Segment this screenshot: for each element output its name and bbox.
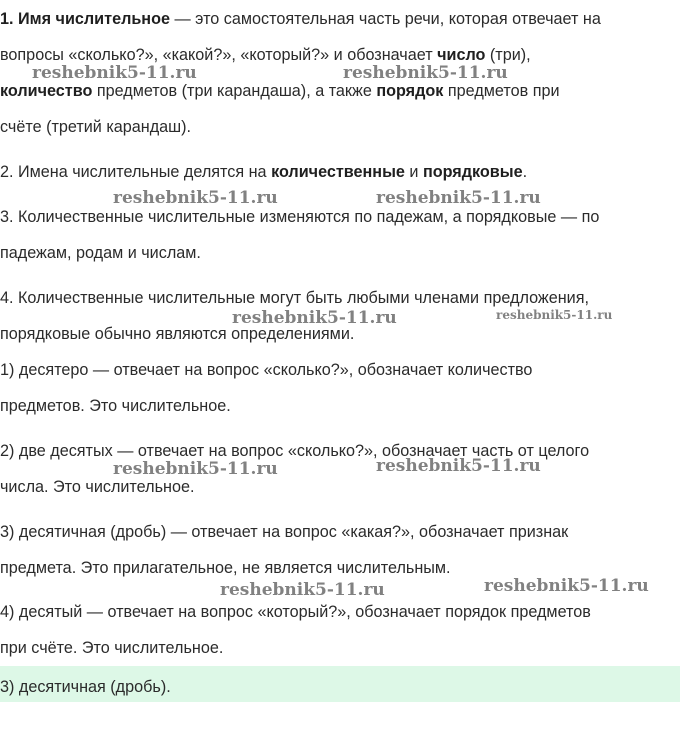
definition-text: предметов при (443, 82, 560, 100)
definition-line-2 (0, 45, 531, 65)
definition-term: Имя числительное (18, 10, 170, 28)
classification-term: количественные (271, 163, 405, 181)
definition-text: (три), (485, 46, 531, 64)
answer-text: 3) десятичная (дробь). (0, 678, 171, 696)
watermark: reshebnik5-11.ru (376, 188, 541, 208)
definition-number: 1. (0, 10, 18, 28)
definition-line-1 (0, 9, 601, 29)
option-1-line-1: 1) десятеро — отвечает на вопрос «сколько?», обозначает количество (0, 361, 533, 379)
option-2-line-1: 2) две десятых — отвечает на вопрос «сколько?», обозначает часть от целого (0, 442, 590, 460)
definition-text: — это самостоятельная часть речи, которая отвечает на (169, 10, 601, 28)
watermark: reshebnik5-11.ru (113, 188, 278, 208)
option-3-line-2: предмета. Это прилагательное, не является числительным. (0, 559, 451, 577)
definition-text: вопросы «сколько?», «какой?», «который?» и обозначает (0, 46, 438, 64)
syntax-line-2: порядковые обычно являются определениями. (0, 325, 355, 343)
option-3-line-1: 3) десятичная (дробь) — отвечает на вопрос «какая?», обозначает признак (0, 523, 569, 541)
watermark: reshebnik5-11.ru (376, 456, 541, 476)
classification-text: и (404, 163, 423, 181)
option-4-line-1: 4) десятый — отвечает на вопрос «который?», обозначает порядок предметов (0, 603, 591, 621)
declension-line-2: падежам, родам и числам. (0, 244, 201, 262)
definition-term: число (437, 46, 486, 64)
watermark: reshebnik5-11.ru (220, 580, 385, 600)
classification-line (0, 162, 527, 182)
syntax-line-1: 4. Количественные числительные могут быть любыми членами предложения, (0, 289, 589, 307)
definition-term: количество (0, 82, 93, 100)
watermark: reshebnik5-11.ru (113, 459, 278, 479)
watermark: reshebnik5-11.ru (32, 63, 197, 83)
definition-term: порядок (376, 82, 444, 100)
watermark: reshebnik5-11.ru (496, 308, 613, 322)
declension-line-1: 3. Количественные числительные изменяются по падежам, а порядковые — по (0, 208, 600, 226)
option-1-line-2: предметов. Это числительное. (0, 397, 231, 415)
option-2-line-2: числа. Это числительное. (0, 478, 195, 496)
definition-text: предметов (три карандаша), а также (92, 82, 377, 100)
watermark: reshebnik5-11.ru (343, 63, 508, 83)
classification-text: . (522, 163, 528, 181)
watermark: reshebnik5-11.ru (232, 308, 397, 328)
watermark: reshebnik5-11.ru (484, 576, 649, 596)
definition-line-3 (0, 81, 560, 101)
classification-text: 2. Имена числительные делятся на (0, 163, 272, 181)
definition-line-4: счёте (третий карандаш). (0, 118, 192, 136)
classification-term: порядковые (422, 163, 523, 181)
option-4-line-2: при счёте. Это числительное. (0, 639, 224, 657)
